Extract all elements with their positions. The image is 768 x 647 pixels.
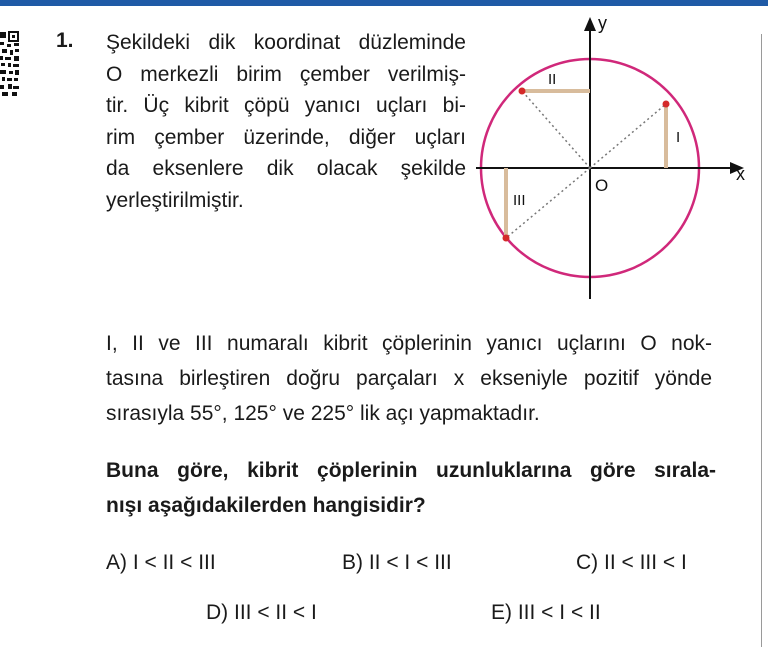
radius-one bbox=[590, 104, 666, 168]
option-d[interactable]: D) III < II < I bbox=[206, 601, 317, 624]
qr-code-icon[interactable] bbox=[0, 30, 20, 98]
stem-line: Şekildeki dik koordinat düzleminde bbox=[106, 31, 466, 54]
question-info bbox=[106, 326, 712, 431]
info-line: sırasıyla 55°, 125° ve 225° lik açı yapmaktadır. bbox=[106, 402, 540, 425]
match-head-one bbox=[663, 101, 670, 108]
prompt-line: Buna göre, kibrit çöplerinin uzunluklarına göre sırala- bbox=[106, 459, 716, 482]
match-head-two bbox=[519, 88, 526, 95]
option-e[interactable]: E) III < I < II bbox=[491, 601, 601, 624]
y-axis-label: y bbox=[598, 13, 607, 33]
match-head-three bbox=[503, 235, 510, 242]
radius-two bbox=[522, 91, 590, 168]
option-a[interactable]: A) I < II < III bbox=[106, 551, 216, 574]
question-stem bbox=[106, 27, 466, 217]
origin-label: O bbox=[595, 176, 609, 195]
unit-circle-figure bbox=[466, 5, 756, 305]
option-c[interactable]: C) II < III < I bbox=[576, 551, 687, 574]
prompt-line: nışı aşağıdakilerden hangisidir? bbox=[106, 494, 426, 517]
stem-line: O merkezli birim çember verilmiş- bbox=[106, 62, 466, 86]
match-label-one: I bbox=[676, 129, 681, 146]
match-label-three: III bbox=[513, 192, 526, 209]
stem-line: da eksenlere dik olacak şekilde bbox=[106, 157, 466, 181]
info-line: I, II ve III numaralı kibrit çöplerinin yanıcı uçlarını O nok- bbox=[106, 332, 712, 355]
stem-line: yerleştirilmiştir. bbox=[106, 188, 244, 212]
x-axis-label: x bbox=[736, 164, 745, 184]
question-prompt bbox=[106, 453, 716, 523]
stem-line: tir. Üç kibrit çöpü yanıcı uçları bi- bbox=[106, 94, 466, 118]
question-number: 1. bbox=[56, 29, 74, 52]
info-line: tasına birleştiren doğru parçaları x ekseniyle pozitif yönde bbox=[106, 367, 712, 390]
stem-line: rim çember üzerinde, diğer uçları bbox=[106, 125, 466, 149]
column-divider bbox=[761, 34, 762, 647]
option-b[interactable]: B) II < I < III bbox=[342, 551, 452, 574]
y-axis-arrow-icon bbox=[584, 17, 596, 31]
match-label-two: II bbox=[548, 71, 557, 88]
